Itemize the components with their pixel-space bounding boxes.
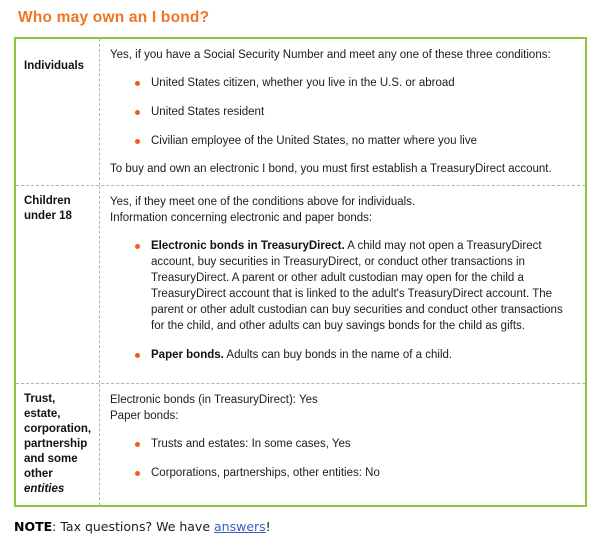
row-label-text: Children under 18 [24,195,72,222]
row-label-italic: entities [24,483,65,495]
children-intro-line2: Information concerning electronic and paper bonds: [110,212,373,224]
bullet-dot-icon [135,471,140,476]
answers-link[interactable]: answers [214,519,266,534]
row-label-entities [16,384,100,505]
note-text: : Tax questions? We have [52,519,214,534]
bullet-dot-icon [135,244,140,249]
table-row-children [16,185,585,383]
page-title: Who may own an I bond? [18,9,210,26]
bullet-item [110,75,577,91]
row-label-children [16,186,100,383]
individuals-intro: Yes, if you have a Social Security Number and meet any one of these three conditions: [110,49,551,61]
row-label-text [24,393,91,495]
row-content-entities [100,384,585,505]
bullet-text: A child may not open a TreasuryDirect account, buy securities in TreasuryDirect, or conduct other transactions in TreasuryDirect. A parent or other adult custodian may open for the child a TreasuryDirect account that is linked to the adult's TreasuryDirect account. The parent or other adult custodian can buy securities and conduct other transactions for the child, and other adults can buy savings bonds for the child as gifts. [151,240,563,332]
bullet-item [110,104,577,120]
row-label-main: Trust, estate, corporation, partnership and some other [24,393,92,480]
table-row-individuals [16,39,585,185]
bullet-text: Corporations, partnerships, other entities: No [151,467,380,479]
bullet-text: United States citizen, whether you live in the U.S. or abroad [151,77,455,89]
bullet-item [110,347,577,363]
bullet-item [110,436,577,452]
row-label-individuals [16,39,100,185]
row-content-individuals [100,39,585,185]
entities-line1: Electronic bonds (in TreasuryDirect): Yes [110,394,318,406]
bullet-text: Trusts and estates: In some cases, Yes [151,438,351,450]
bullet-lead: Electronic bonds in TreasuryDirect. [151,240,345,252]
bullet-item [110,133,577,149]
who-may-own-table [14,37,587,507]
entities-line2: Paper bonds: [110,410,179,422]
bullet-text: United States resident [151,106,265,118]
note-text-end: ! [265,519,271,534]
bullet-list [110,238,577,363]
bullet-dot-icon [135,110,140,115]
bullet-item [110,238,577,334]
individuals-outro: To buy and own an electronic I bond, you must first establish a TreasuryDirect account. [110,163,552,175]
bullet-list [110,436,577,481]
bullet-item [110,465,577,481]
children-intro-line1: Yes, if they meet one of the conditions above for individuals. [110,196,416,208]
bullet-dot-icon [135,442,140,447]
bullet-lead: Paper bonds. [151,349,224,361]
note-label: NOTE [14,519,53,534]
bullet-list [110,75,577,149]
row-label-text: Individuals [24,60,85,72]
bullet-text: Adults can buy bonds in the name of a child. [223,349,453,361]
table-row-entities [16,383,585,505]
row-content-children [100,186,585,383]
bullet-text: Civilian employee of the United States, no matter where you live [151,135,477,147]
note [14,519,587,535]
bullet-dot-icon [135,81,140,86]
bullet-dot-icon [135,139,140,144]
bullet-dot-icon [135,353,140,358]
